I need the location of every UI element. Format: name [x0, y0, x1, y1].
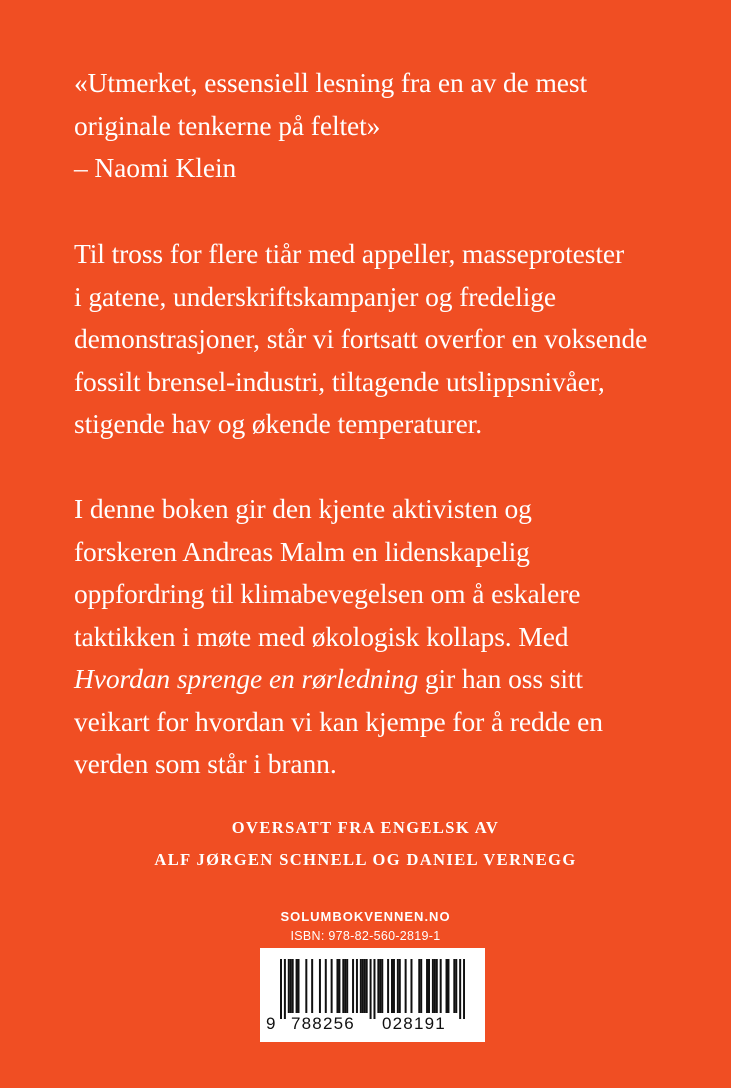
barcode-bar — [397, 959, 399, 1013]
barcode-bar — [331, 959, 333, 1013]
barcode-bar — [288, 959, 290, 1013]
paragraph-line: I denne boken gir den kjente aktivisten og — [74, 493, 532, 524]
barcode-guard-bar — [463, 959, 465, 1019]
barcode-bar — [342, 959, 344, 1013]
translation-credit-heading: OVERSATT FRA ENGELSK AV — [231, 818, 500, 837]
barcode-right-group: 028191 — [382, 1014, 446, 1033]
barcode-bar — [377, 959, 379, 1013]
barcode-bar — [410, 959, 412, 1013]
barcode-bar — [336, 959, 338, 1013]
book-title: Hvordan sprenge en rørledning — [74, 663, 419, 694]
barcode-bar — [364, 959, 366, 1013]
barcode-bar — [360, 959, 362, 1013]
quote-line: «Utmerket, essensiell lesning fra en av de mest — [74, 67, 588, 98]
paragraph-line: fossilt brensel-industri, tiltagende utslippsnivåer, — [74, 365, 605, 397]
barcode-bar — [296, 959, 298, 1013]
barcode-bar — [391, 959, 393, 1013]
barcode-bar — [366, 959, 368, 1013]
barcode-bar — [387, 959, 389, 1013]
barcode-bar — [290, 959, 292, 1013]
barcode-guard-bar — [373, 959, 375, 1019]
barcode-guard-bar — [280, 959, 282, 1019]
translator-names: ALF JØRGEN SCHNELL OG DANIEL VERNEGG — [154, 850, 577, 869]
barcode-bar — [346, 959, 348, 1013]
paragraph-line: forskeren Andreas Malm en lidenskapelig — [74, 535, 530, 567]
barcode-bar — [455, 959, 457, 1013]
barcode-bars — [280, 959, 465, 1019]
description-paragraph-1 — [74, 233, 694, 446]
barcode-guard-bar — [459, 959, 461, 1019]
barcode-bar — [344, 959, 346, 1013]
barcode-bar — [453, 959, 455, 1013]
barcode-bar — [292, 959, 294, 1013]
quote-attribution: – Naomi Klein — [74, 152, 237, 183]
paragraph-line: Til tross for flere tiår med appeller, masseprotester — [74, 238, 625, 269]
paragraph-line: oppfordring til klimabevegelsen om å eskalere — [74, 578, 581, 609]
barcode-bar — [436, 959, 438, 1013]
barcode-bar — [379, 959, 381, 1013]
paragraph-line: taktikken i møte med økologisk kollaps. Med — [74, 620, 569, 652]
barcode-guard-bar — [284, 959, 286, 1019]
barcode-bar — [298, 959, 300, 1013]
barcode-bar — [356, 959, 358, 1013]
barcode-bar — [393, 959, 395, 1013]
barcode-bar — [362, 959, 364, 1013]
barcode-first-digit: 9 — [266, 1014, 277, 1033]
paragraph-line: demonstrasjoner, står vi fortsatt overfor en voksende — [74, 323, 648, 354]
paragraph-line — [74, 658, 694, 701]
paragraph-line: verden som står i brann. — [74, 748, 337, 779]
barcode-bar — [432, 959, 434, 1013]
description-paragraph-2 — [74, 488, 694, 786]
barcode-bar — [440, 959, 442, 1013]
quote-line: originale tenkerne på feltet» — [74, 109, 381, 141]
paragraph-line: stigende hav og økende temperaturer. — [74, 408, 482, 439]
barcode-bar — [418, 959, 420, 1013]
barcode-bar — [434, 959, 436, 1013]
barcode-bar — [426, 959, 428, 1013]
isbn-label: ISBN: 978-82-560-2819-1 — [290, 929, 441, 943]
barcode-bar — [399, 959, 401, 1013]
barcode-bar — [338, 959, 340, 1013]
barcode-bar — [446, 959, 448, 1013]
barcode-bar — [325, 959, 327, 1013]
barcode-bar — [311, 959, 313, 1013]
barcode-bar — [352, 959, 354, 1013]
barcode-bar — [319, 959, 321, 1013]
paragraph-line: veikart for hvordan vi kan kjempe for å redde en — [74, 705, 603, 737]
barcode-bar — [428, 959, 430, 1013]
publisher-website: SOLUMBOKVENNEN.NO — [280, 909, 451, 924]
blurb-quote — [74, 62, 694, 190]
barcode-bar — [305, 959, 307, 1013]
barcode-bar — [381, 959, 383, 1013]
paragraph-line-rest: gir han oss sitt — [418, 663, 583, 694]
barcode-left-group: 788256 — [291, 1014, 355, 1033]
barcode-bar — [405, 959, 407, 1013]
barcode-guard-bar — [370, 959, 372, 1019]
barcode-bar — [420, 959, 422, 1013]
barcode — [260, 948, 485, 1042]
barcode-bar — [447, 959, 449, 1013]
paragraph-line: i gatene, underskriftskampanjer og fredelige — [74, 280, 557, 312]
